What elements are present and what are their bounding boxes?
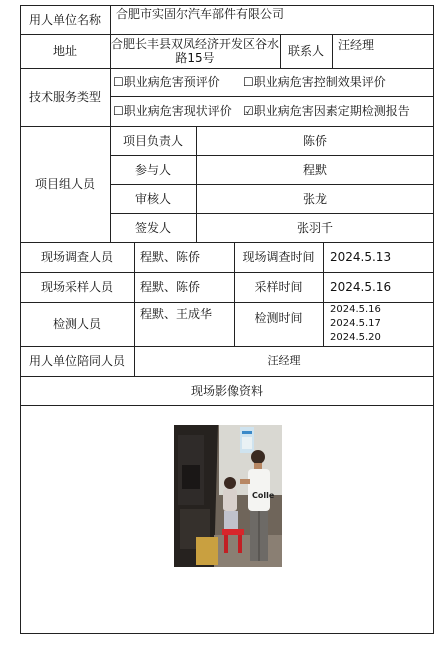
site-photo-graphic xyxy=(174,425,282,567)
address-value xyxy=(110,34,280,68)
testing-people: 程默、王成华 xyxy=(140,307,213,321)
testing-time: 2024.5.20 xyxy=(330,332,381,343)
team-name: 张羽千 xyxy=(296,220,333,235)
employer-label: 用人单位名称 xyxy=(28,12,101,27)
team-name: 程默 xyxy=(302,162,327,177)
team-name: 陈侨 xyxy=(302,133,327,148)
contact-label: 联系人 xyxy=(287,44,324,58)
team-role: 参与人 xyxy=(134,162,171,177)
survey-label: 现场调查人员 xyxy=(40,250,113,264)
team-label: 项目组人员 xyxy=(34,177,95,191)
team-role: 签发人 xyxy=(134,220,171,235)
testing-time-label: 检测时间 xyxy=(254,311,303,325)
service-option-pre-evaluation[interactable] xyxy=(113,68,243,96)
service-option-periodic-testing[interactable] xyxy=(243,96,433,126)
address-line-1: 合肥长丰县双凤经济开发区谷水 xyxy=(110,37,279,51)
team-role: 项目负责人 xyxy=(122,133,183,148)
team-name: 张龙 xyxy=(302,191,327,206)
escort-value: 汪经理 xyxy=(267,354,301,367)
service-option-label: 职业病危害预评价 xyxy=(123,75,220,89)
team-role: 审核人 xyxy=(134,191,171,206)
sampling-time: 2024.5.16 xyxy=(330,280,392,294)
shirt-text: Colle xyxy=(252,491,275,500)
service-option-status-evaluation[interactable] xyxy=(113,96,243,126)
row-divider xyxy=(20,405,434,406)
checkbox-checked-icon[interactable]: ☑ xyxy=(243,104,254,118)
service-option-control-effect[interactable] xyxy=(243,68,433,96)
employer-value: 合肥市实固尔汽车部件有限公司 xyxy=(116,7,285,21)
service-option-label: 职业病危害因素定期检测报告 xyxy=(253,104,410,118)
survey-time-label: 现场调查时间 xyxy=(242,250,315,264)
service-option-label: 职业病危害控制效果评价 xyxy=(253,75,386,89)
sampling-time-label: 采样时间 xyxy=(254,280,303,294)
escort-label: 用人单位陪同人员 xyxy=(28,354,125,368)
col-divider xyxy=(323,242,324,346)
service-label: 技术服务类型 xyxy=(28,90,101,104)
images-label: 现场影像资料 xyxy=(190,383,263,398)
survey-people: 程默、陈侨 xyxy=(140,250,201,264)
address-label: 地址 xyxy=(52,44,77,58)
col-divider xyxy=(332,34,333,68)
sampling-people: 程默、陈侨 xyxy=(140,280,201,294)
survey-time: 2024.5.13 xyxy=(330,250,392,264)
service-option-label: 职业病危害现状评价 xyxy=(123,104,232,118)
testing-time: 2024.5.16 xyxy=(330,304,381,315)
testing-label: 检测人员 xyxy=(52,317,101,331)
checkbox-unchecked-icon[interactable]: ☐ xyxy=(113,104,124,118)
checkbox-unchecked-icon[interactable]: ☐ xyxy=(243,75,254,89)
sampling-label: 现场采样人员 xyxy=(40,280,113,294)
checkbox-unchecked-icon[interactable]: ☐ xyxy=(113,75,124,89)
site-photo xyxy=(174,425,282,567)
contact-value: 汪经理 xyxy=(338,38,375,52)
testing-times xyxy=(330,302,430,346)
address-line-2: 路15号 xyxy=(175,51,215,65)
testing-time: 2024.5.17 xyxy=(330,318,381,329)
